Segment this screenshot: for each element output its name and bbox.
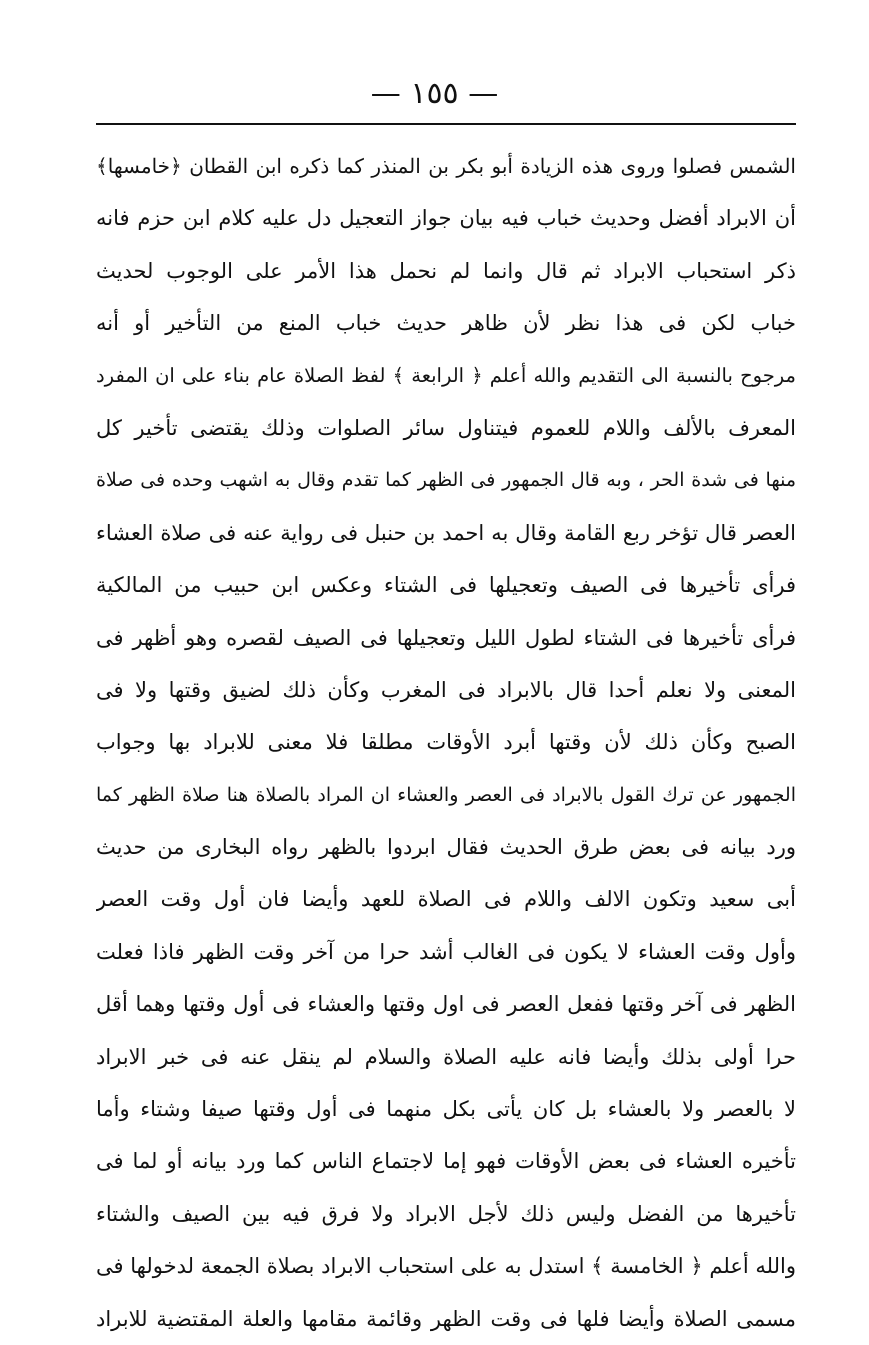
text-line: خباب لكن فى هذا نظر لأن ظاهر حديث خباب المنع من التأخير أو أنه — [96, 311, 796, 336]
text-line: فرأى تأخيرها فى الشتاء لطول الليل وتعجيلها فى الصيف لقصره وهو أظهر فى — [96, 625, 796, 650]
text-line: تأخيره العشاء فى بعض الأوقات فهو إما لاجتماع الناس كما ورد بيانه أو لما فى — [96, 1149, 796, 1174]
text-line: منها فى شدة الحر ، وبه قال الجمهور فى الظهر كما تقدم وقال به اشهب وحده فى صلاة — [96, 469, 796, 492]
header-rule — [96, 123, 796, 125]
text-line: الجمهور عن ترك القول بالابراد فى العصر والعشاء ان المراد بالصلاة هنا صلاة الظهر كما — [96, 783, 796, 806]
text-line: العصر قال تؤخر ربع القامة وقال به احمد بن حنبل فى رواية عنه فى صلاة العشاء — [96, 520, 796, 545]
text-line: فرأى تأخيرها فى الصيف وتعجيلها فى الشتاء وعكس ابن حبيب من المالكية — [96, 573, 796, 598]
text-line: والله أعلم ﴿ الخامسة ﴾ استدل به على استحباب الابراد بصلاة الجمعة لدخولها فى — [96, 1254, 796, 1279]
text-line: أن الابراد أفضل وحديث خباب فيه بيان جواز التعجيل دل عليه كلام ابن حزم فانه — [96, 206, 796, 231]
text-line: الظهر فى آخر وقتها ففعل العصر فى اول وقتها والعشاء فى أول وقتها وهما أقل — [96, 992, 796, 1017]
text-line: المعرف بالألف واللام للعموم فيتناول سائر الصلوات وذلك يقتضى تأخير كل — [96, 415, 796, 440]
text-line: لا بالعصر ولا بالعشاء بل كان يأتى بكل منهما فى أول وقتها صيفا وشتاء وأما — [96, 1097, 796, 1122]
text-line: تأخيرها من الفضل وليس ذلك لأجل الابراد ولا فرق فيه بين الصيف والشتاء — [96, 1201, 796, 1226]
text-line: أبى سعيد وتكون الالف واللام فى الصلاة للعهد وأيضا فان أول وقت العصر — [96, 887, 796, 912]
text-line: الصبح وكأن ذلك لأن وقتها أبرد الأوقات مطلقا فلا معنى للابراد بها وجواب — [96, 730, 796, 755]
body-text — [96, 140, 796, 1345]
text-line: ذكر استحباب الابراد ثم قال وانما لم نحمل هذا الأمر على الوجوب لحديث — [96, 258, 796, 283]
text-line: مرجوح بالنسبة الى التقديم والله أعلم ﴿ الرابعة ﴾ لفظ الصلاة عام بناء على ان المفرد — [96, 363, 796, 387]
text-line: وأول وقت العشاء لا يكون فى الغالب أشد حرا من آخر وقت الظهر فاذا فعلت — [96, 939, 796, 964]
text-line: مسمى الصلاة وأيضا فلها فى وقت الظهر وقائمة مقامها والعلة المقتضية للابراد — [96, 1306, 796, 1331]
text-line: الشمس فصلوا وروى هذه الزيادة أبو بكر بن المنذر كما ذكره ابن القطان ﴿خامسها﴾ — [96, 154, 796, 178]
text-line: ورد بيانه فى بعض طرق الحديث فقال ابردوا بالظهر رواه البخارى من حديث — [96, 835, 796, 860]
text-line: المعنى ولا نعلم أحدا قال بالابراد فى المغرب وكأن ذلك لضيق وقتها ولا فى — [96, 677, 796, 702]
page-number: — ١٥٥ — — [370, 76, 499, 111]
text-line: حرا أولى بذلك وأيضا فانه عليه الصلاة والسلام لم ينقل عنه فى خبر الابراد — [96, 1044, 796, 1069]
